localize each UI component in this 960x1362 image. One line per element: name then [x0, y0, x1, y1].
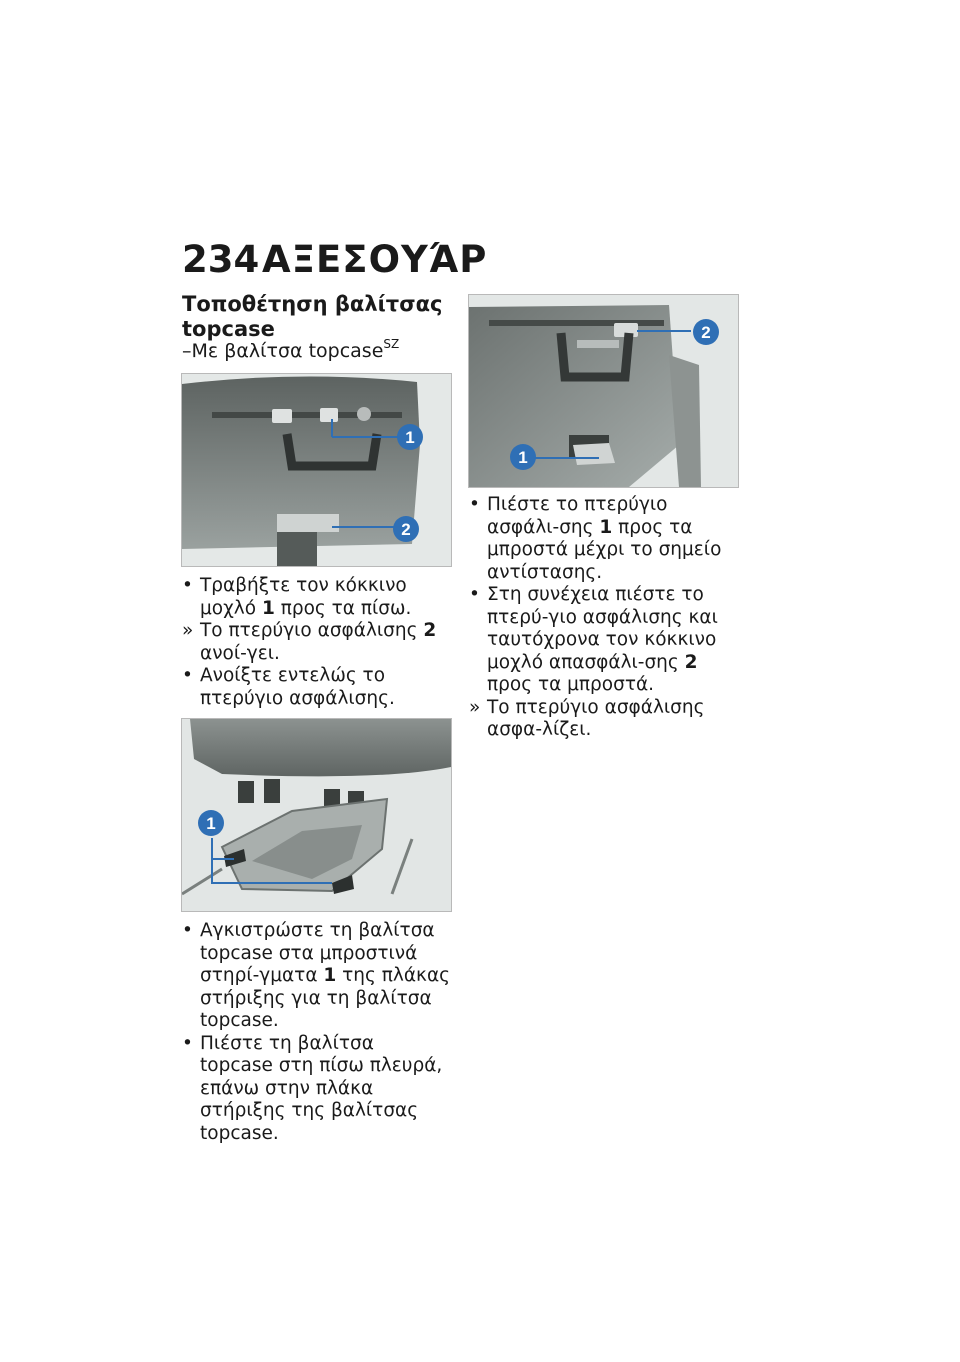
step-item	[182, 575, 452, 620]
page-number: 234	[182, 238, 260, 281]
note-dash: –	[182, 340, 192, 362]
step-item	[182, 665, 452, 710]
step-item	[182, 920, 452, 1033]
note-text: Με βαλίτσα topcase	[191, 340, 384, 362]
bullet-marker: •	[182, 920, 193, 941]
figure-carrier-plate	[181, 718, 452, 912]
step-ref: 1	[323, 965, 337, 986]
step-text: Ανοίξτε εντελώς το πτερύγιο ασφάλισης.	[200, 665, 395, 709]
figure-topcase-lever	[181, 373, 452, 567]
steps-right	[469, 494, 739, 742]
figure-locking-flap	[468, 294, 739, 488]
step-text-tail: ανοί-γει.	[200, 642, 280, 664]
callout-label-2: 2	[401, 520, 411, 539]
step-ref: 1	[261, 597, 275, 619]
bullet-marker: •	[182, 1032, 193, 1054]
callout-label-1: 1	[206, 814, 216, 833]
callout-label-1: 1	[405, 428, 415, 447]
section-title: Τοποθέτηση βαλίτσας topcase	[182, 292, 443, 341]
step-text: Πιέστε το πτερύγιο ασφάλι-σης	[487, 494, 668, 538]
bullet-marker: •	[182, 575, 193, 596]
result-item	[182, 620, 452, 665]
result-marker: »	[182, 620, 194, 641]
callout-label-2: 2	[701, 323, 711, 342]
callout-label-1: 1	[518, 448, 528, 467]
step-ref: 1	[599, 516, 613, 538]
steps-left-a	[182, 575, 452, 710]
step-item	[182, 1033, 452, 1146]
bullet-marker: •	[469, 584, 480, 605]
step-text: Στη συνέχεια πιέστε το πτερύ-γιο ασφάλισης και ταυτόχρονα τον κόκκινο μοχλό απασφάλι-σης	[487, 584, 718, 673]
step-text: Πιέστε τη βαλίτσα topcase στη πίσω πλευρά, επάνω στην πλάκα στήριξης της βαλίτσας topcase.	[200, 1032, 443, 1144]
steps-left-b	[182, 920, 452, 1145]
figure-topcase-lever-drawing	[182, 374, 451, 566]
bullet-marker: •	[469, 494, 480, 515]
step-ref: 2	[423, 620, 437, 641]
step-ref: 2	[684, 651, 698, 673]
step-text: Το πτερύγιο ασφάλισης ασφα-λίζει.	[487, 696, 705, 740]
figure-carrier-plate-drawing	[182, 719, 451, 911]
equipment-note	[182, 337, 400, 362]
step-item	[469, 494, 739, 584]
chapter-title: ΑΞΕΣΟΥΆΡ	[262, 238, 488, 281]
step-text: Τραβήξτε τον κόκκινο μοχλό	[200, 575, 407, 619]
result-item	[469, 697, 739, 742]
step-text-tail: προς τα μπροστά.	[487, 674, 655, 695]
step-text: Το πτερύγιο ασφάλισης	[200, 620, 424, 641]
step-text-tail: προς τα μπροστά μέχρι το σημείο αντίστασης.	[487, 516, 722, 583]
step-text: Αγκιστρώστε τη βαλίτσα topcase στα μπροστινά στηρί-γματα	[200, 920, 435, 986]
step-item	[469, 584, 739, 697]
step-text-tail: προς τα πίσω.	[274, 597, 412, 619]
figure-locking-flap-drawing	[469, 295, 738, 487]
note-superscript: SZ	[383, 337, 400, 351]
result-marker: »	[469, 696, 481, 718]
step-text-tail: της πλάκας στήριξης για τη βαλίτσα topcase.	[200, 965, 451, 1031]
bullet-marker: •	[182, 665, 193, 686]
